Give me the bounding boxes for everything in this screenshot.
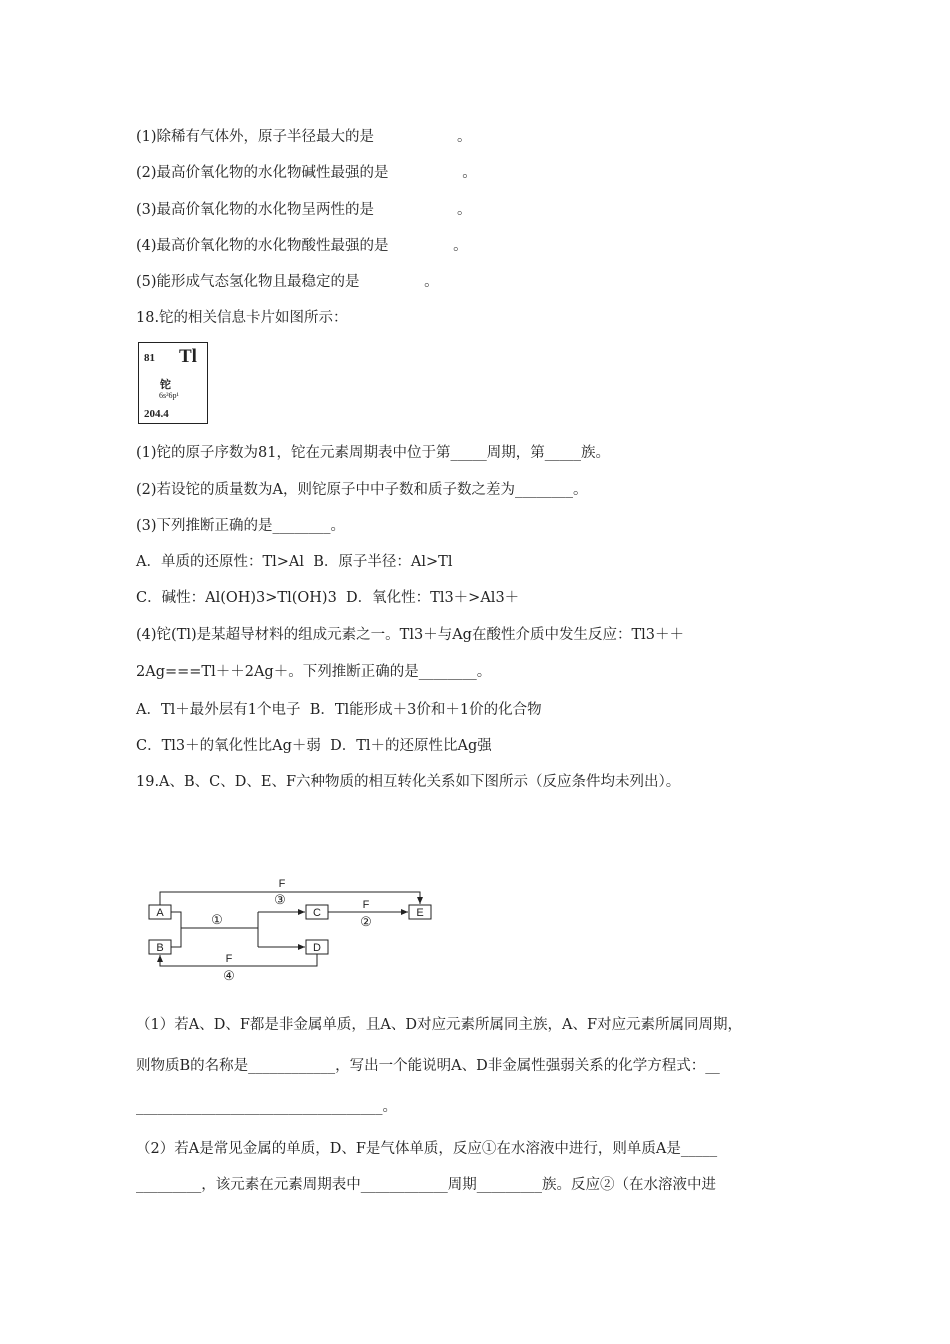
label-n1: ① xyxy=(211,912,223,927)
text-line: (4)铊(Tl)是某超导材料的组成元素之一。Tl3＋与Ag在酸性介质中发生反应：Tl3＋＋ xyxy=(136,627,684,643)
box-c xyxy=(306,905,328,919)
label-b: B xyxy=(156,942,164,954)
electron-configuration: 6s²6p¹ xyxy=(159,391,179,400)
box-a xyxy=(149,905,171,919)
text-line: （2）若A是常见金属的单质，D、F是气体单质，反应①在水溶液中进行，则单质A是_____ xyxy=(136,1141,718,1157)
label-n2: ② xyxy=(360,914,372,929)
label-c: C xyxy=(313,907,321,919)
text-line: (3)下列推断正确的是________。 xyxy=(136,518,346,534)
arrow-d-to-b xyxy=(160,954,317,966)
text-line: (4)最高价氧化物的水化物酸性最强的是 。 xyxy=(136,238,468,254)
text-line: C．碱性：Al(OH)3>Tl(OH)3 D．氧化性：Tl3＋>Al3＋ xyxy=(136,590,520,606)
text-line: (1)除稀有气体外，原子半径最大的是 。 xyxy=(136,129,472,145)
label-f4: F xyxy=(225,953,233,965)
label-n4: ④ xyxy=(223,968,235,983)
label-f2: F xyxy=(362,899,370,911)
element-symbol: Tl xyxy=(179,346,197,367)
text-line: C．Tl3＋的氧化性比Ag＋弱 D．Tl＋的还原性比Ag强 xyxy=(136,738,492,754)
text-line: 19.A、B、C、D、E、F六种物质的相互转化关系如下图所示（反应条件均未列出）。 xyxy=(136,774,681,790)
arrow-ab-merge xyxy=(171,912,181,947)
text-line: (2)最高价氧化物的水化物碱性最强的是 。 xyxy=(136,165,477,181)
element-info-card xyxy=(138,342,208,424)
element-name: 铊 xyxy=(160,379,171,391)
text-line: 18.铊的相关信息卡片如图所示： xyxy=(136,310,348,326)
label-a: A xyxy=(156,907,164,919)
text-line: (2)若设铊的质量数为A，则铊原子中中子数和质子数之差为________。 xyxy=(136,482,588,498)
text-line: __________________________________。 xyxy=(136,1099,397,1115)
label-f3: F xyxy=(278,878,286,890)
atomic-number: 81 xyxy=(144,352,155,364)
label-e: E xyxy=(416,907,424,919)
text-line: （1）若A、D、F都是非金属单质，且A、D对应元素所属同主族，A、F对应元素所属同周期， xyxy=(136,1017,743,1033)
atomic-mass: 204.4 xyxy=(144,408,169,420)
box-b xyxy=(149,940,171,954)
label-d: D xyxy=(313,942,321,954)
text-line: A．Tl＋最外层有1个电子 B．Tl能形成＋3价和＋1价的化合物 xyxy=(136,702,542,718)
text-line: (5)能形成气态氢化物且最稳定的是 。 xyxy=(136,274,439,290)
box-d xyxy=(306,940,328,954)
label-n3: ③ xyxy=(274,892,286,907)
box-e xyxy=(409,905,431,919)
text-line: _________，该元素在元素周期表中____________周期_________族。反应②（在水溶液中进 xyxy=(136,1177,716,1193)
text-line: 2Ag===Tl＋＋2Ag＋。下列推断正确的是________。 xyxy=(136,664,492,680)
text-line: (1)铊的原子序数为81，铊在元素周期表中位于第_____周期，第_____族。 xyxy=(136,445,610,461)
text-line: A．单质的还原性：Tl>Al B．原子半径：Al>Tl xyxy=(136,554,453,570)
text-line: (3)最高价氧化物的水化物呈两性的是 。 xyxy=(136,202,472,218)
text-line: 则物质B的名称是____________，写出一个能说明A、D非金属性强弱关系的化学方程式：__ xyxy=(136,1058,720,1074)
arrow-a-to-e xyxy=(160,892,420,905)
